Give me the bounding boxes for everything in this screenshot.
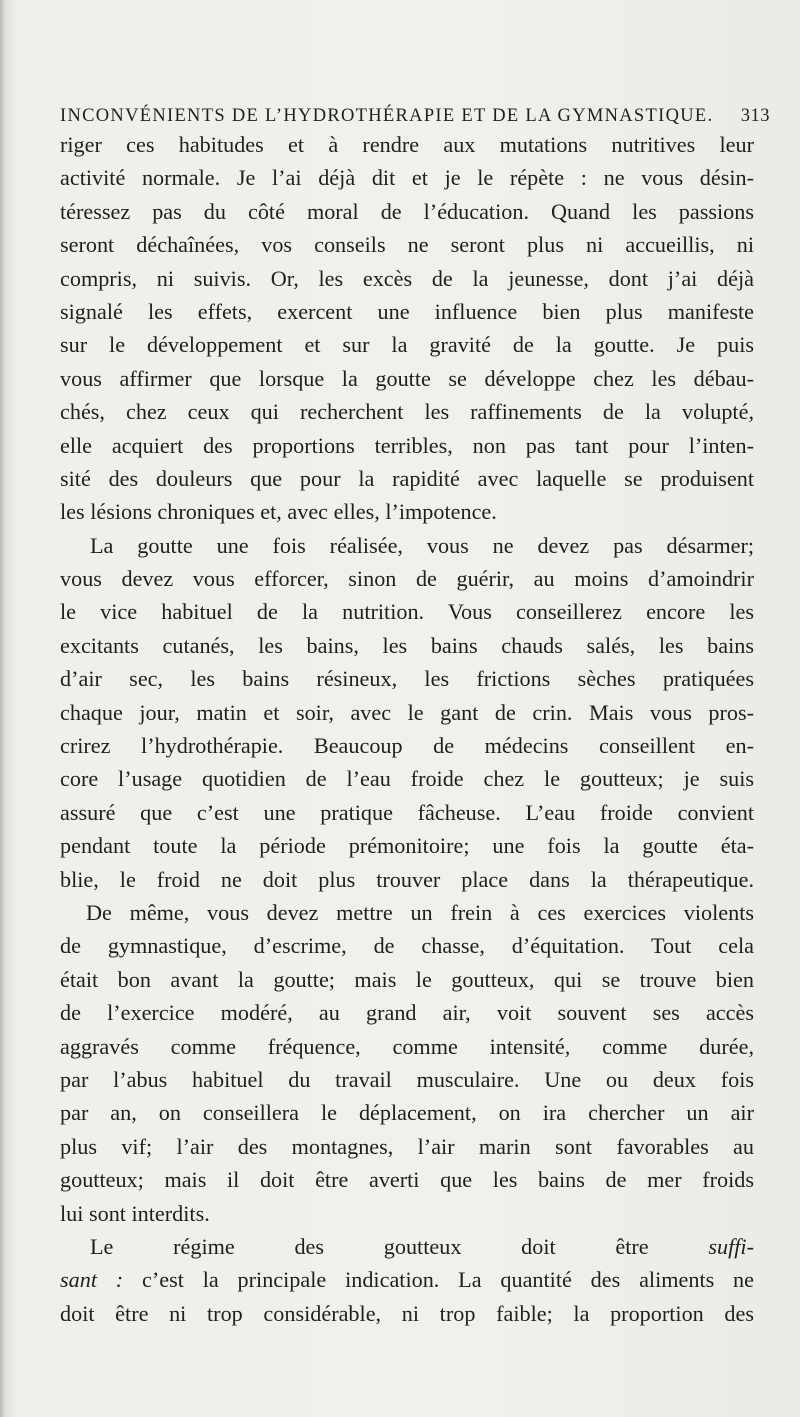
text-line: vous devez vous efforcer, sinon de guérir, au moins d’amoindrir [60,566,754,592]
text-segment: Le régime des goutteux doit être [90,1233,709,1259]
text-line: le vice habituel de la nutrition. Vous conseillerez encore les [60,599,754,625]
text-line: seront déchaînées, vos conseils ne seront plus ni accueillis, ni [60,232,754,258]
text-line: doit être ni trop considérable, ni trop faible; la proportion des [60,1300,754,1326]
paragraph-start-line [60,1230,754,1263]
text-line: core l’usage quotidien de l’eau froide chez le goutteux; je suis [60,766,754,792]
page-number: 313 [740,106,770,126]
text-line: de gymnastique, d’escrime, de chasse, d’équitation. Tout cela [60,933,754,959]
text-line: crirez l’hydrothérapie. Beaucoup de médecins conseillent en- [60,733,754,759]
text-line: riger ces habitudes et à rendre aux mutations nutritives leur [60,132,754,157]
page-binding-edge [0,0,6,1417]
text-line: elle acquiert des proportions terribles, non pas tant pour l’inten- [60,432,754,458]
italic-text: sant : [60,1267,124,1293]
text-line: par an, on conseillera le déplacement, on ira chercher un air [60,1100,754,1126]
paragraph-start-line: La goutte une fois réalisée, vous ne devez pas désarmer; [90,532,754,558]
text-line: signalé les effets, exercent une influence bien plus manifeste [60,298,754,324]
running-title: INCONVÉNIENTS DE L’HYDROTHÉRAPIE ET DE LA GYMNASTIQUE. [60,106,714,126]
text-line: les lésions chroniques et, avec elles, l’impotence. [60,499,497,525]
text-line: sur le développement et sur la gravité de la goutte. Je puis [60,332,754,358]
text-line: pendant toute la période prémonitoire; une fois la goutte éta- [60,833,754,859]
text-line: par l’abus habituel du travail musculaire. Une ou deux fois [60,1066,754,1092]
italic-text: suffi- [708,1233,754,1259]
text-line: excitants cutanés, les bains, les bains chauds salés, les bains [60,632,754,658]
text-line: plus vif; l’air des montagnes, l’air marin sont favorables au [60,1133,754,1159]
text-line: lui sont interdits. [60,1200,210,1226]
text-line: était bon avant la goutte; mais le goutteux, qui se trouve bien [60,966,754,992]
text-line: chaque jour, matin et soir, avec le gant de crin. Mais vous pros- [60,699,754,725]
text-line: assuré que c’est une pratique fâcheuse. L’eau froide convient [60,799,754,825]
running-header [60,106,790,127]
text-line: d’air sec, les bains résineux, les frictions sèches pratiquées [60,666,754,692]
paragraph-start-line: De même, vous devez mettre un frein à ces exercices violents [86,899,754,925]
text-line: vous affirmer que lorsque la goutte se développe chez les débau- [60,365,754,391]
text-line: chés, chez ceux qui recherchent les raffinements de la volupté, [60,399,754,425]
text-segment: c’est la principale indication. La quantité des aliments ne [123,1267,754,1293]
text-line: téressez pas du côté moral de l’éducation. Quand les passions [60,198,754,224]
text-line: de l’exercice modéré, au grand air, voit souvent ses accès [60,1000,754,1026]
text-line: activité normale. Je l’ai déjà dit et je le répète : ne vous désin- [60,165,754,191]
text-line: goutteux; mais il doit être averti que les bains de mer froids [60,1167,754,1193]
text-line: blie, le froid ne doit plus trouver place dans la thérapeutique. [60,866,754,892]
text-line [60,1263,754,1296]
text-line: compris, ni suivis. Or, les excès de la jeunesse, dont j’ai déjà [60,265,754,291]
body-text [60,128,754,1330]
text-line: aggravés comme fréquence, comme intensité, comme durée, [60,1033,754,1059]
text-line: sité des douleurs que pour la rapidité avec laquelle se produisent [60,465,754,491]
